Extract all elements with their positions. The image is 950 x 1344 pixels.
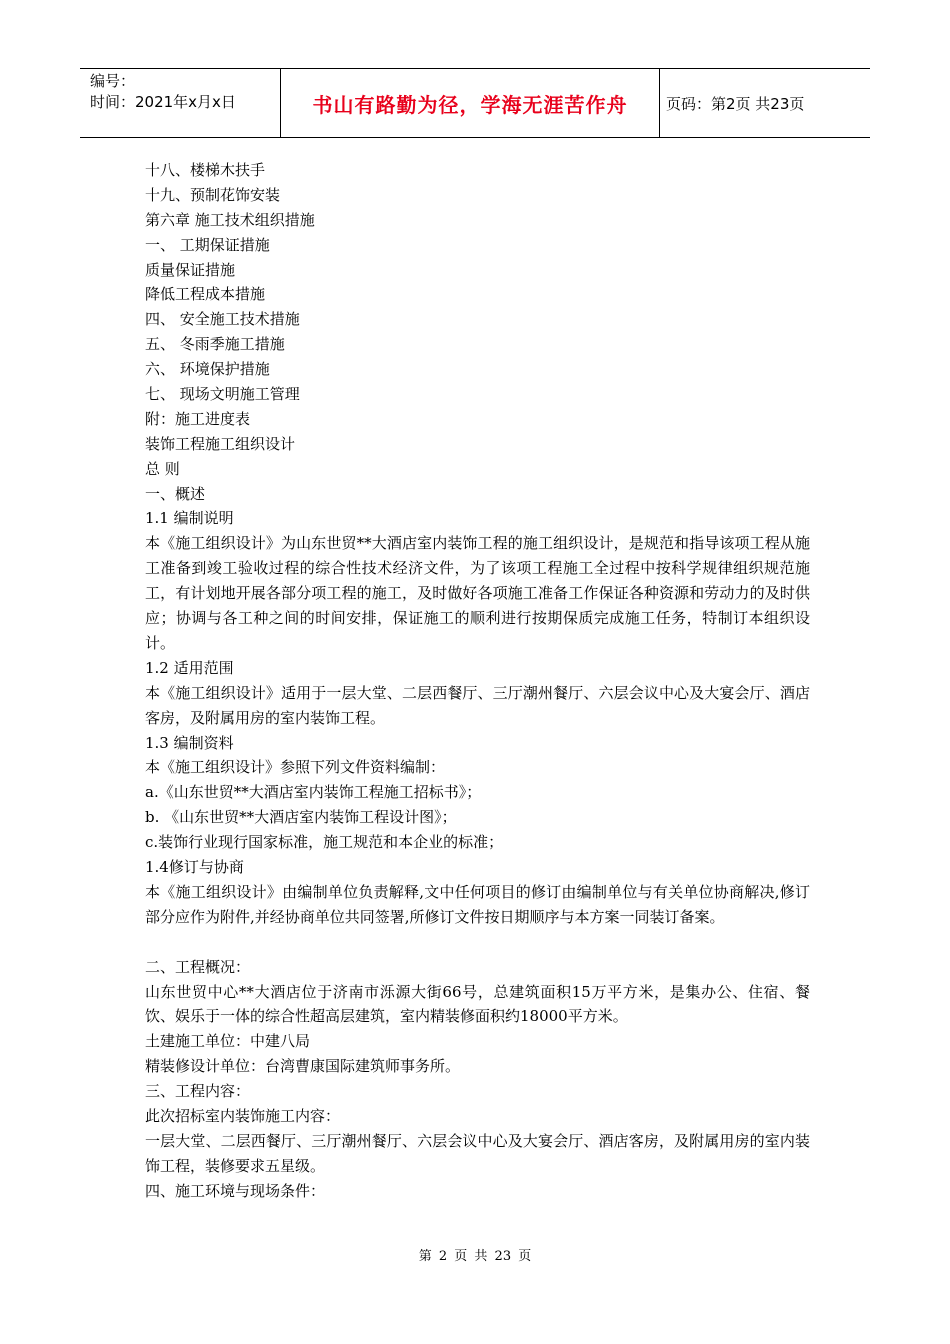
body-paragraph: 本《施工组织设计》为山东世贸**大酒店室内装饰工程的施工组织设计，是规范和指导该项工程从施工准备到竣工验收过程的综合性技术经济文件，为了该项工程施工全过程中按科学规律组织规范施工，有计划地开展各部分项工程的施工，及时做好各项施工准备工作保证各种资源和劳动力的及时供应；协调与各工种之间的时间安排，保证施工的顺利进行按期保质完成施工任务，特制订本组织设计。	[145, 534, 810, 652]
body-line: 1.4修订与协商	[145, 858, 244, 877]
body-line: 七、 现场文明施工管理	[145, 385, 300, 404]
header-motto: 书山有路勤为径，学海无涯苦作舟	[280, 69, 660, 137]
body-line: 精装修设计单位：台湾曹康国际建筑师事务所。	[145, 1057, 461, 1076]
document-number-label: 编号：	[90, 72, 136, 90]
header-meta	[80, 69, 280, 137]
page-header	[80, 68, 870, 138]
body-line: 四、 安全施工技术措施	[145, 310, 300, 329]
body-line: 第六章 施工技术组织措施	[145, 210, 315, 229]
body-paragraph: 一层大堂、二层西餐厅、三厅潮州餐厅、六层会议中心及大宴会厅、酒店客房，及附属用房的室内装饰工程，装修要求五星级。	[145, 1131, 810, 1175]
body-line: 一、概述	[145, 484, 206, 503]
body-line: c.装饰行业现行国家标准，施工规范和本企业的标准；	[145, 833, 504, 852]
body-line: 十九、预制花饰安装	[145, 185, 281, 204]
body-line: 质量保证措施	[145, 260, 236, 279]
header-page-info: 页码：第2页 共23页	[666, 94, 805, 113]
body-line: 附：施工进度表	[145, 409, 251, 428]
document-date: 时间：2021年x月x日	[90, 93, 236, 111]
body-line: 六、 环境保护措施	[145, 360, 270, 379]
body-line: 四、施工环境与现场条件：	[145, 1181, 326, 1200]
body-line: 总 则	[145, 459, 180, 478]
body-paragraph: 山东世贸中心**大酒店位于济南市泺源大街66号，总建筑面积15万平方米，是集办公、住宿、餐饮、娱乐于一体的综合性超高层建筑，室内精装修面积约18000平方米。	[145, 982, 810, 1026]
body-line: 三、工程内容：	[145, 1082, 251, 1101]
blank-line	[145, 930, 810, 955]
body-line: 1.1 编制说明	[145, 509, 234, 528]
document-body	[145, 158, 810, 1204]
body-line: 土建施工单位：中建八局	[145, 1032, 311, 1051]
body-line: 装饰工程施工组织设计	[145, 434, 296, 453]
body-line: 五、 冬雨季施工措施	[145, 335, 285, 354]
body-line: 本《施工组织设计》参照下列文件资料编制：	[145, 758, 446, 777]
body-line: 一、 工期保证措施	[145, 235, 270, 254]
body-paragraph: 本《施工组织设计》由编制单位负责解释,文中任何项目的修订由编制单位与有关单位协商解决,修订部分应作为附件,并经协商单位共同签署,所修订文件按日期顺序与本方案一同装订备案。	[145, 882, 810, 926]
body-line: 1.2 适用范围	[145, 658, 234, 677]
body-line: 二、工程概况：	[145, 957, 251, 976]
body-paragraph: 本《施工组织设计》适用于一层大堂、二层西餐厅、三厅潮州餐厅、六层会议中心及大宴会厅、酒店客房，及附属用房的室内装饰工程。	[145, 683, 810, 727]
body-line: 降低工程成本措施	[145, 285, 266, 304]
page-footer: 第 2 页 共 23 页	[418, 1249, 532, 1264]
body-line: 此次招标室内装饰施工内容：	[145, 1107, 341, 1126]
body-line: b. 《山东世贸**大酒店室内装饰工程设计图》；	[145, 808, 457, 827]
body-line: a.《山东世贸**大酒店室内装饰工程施工招标书》；	[145, 783, 482, 802]
body-line: 十八、楼梯木扶手	[145, 161, 266, 179]
body-line: 1.3 编制资料	[145, 733, 234, 752]
